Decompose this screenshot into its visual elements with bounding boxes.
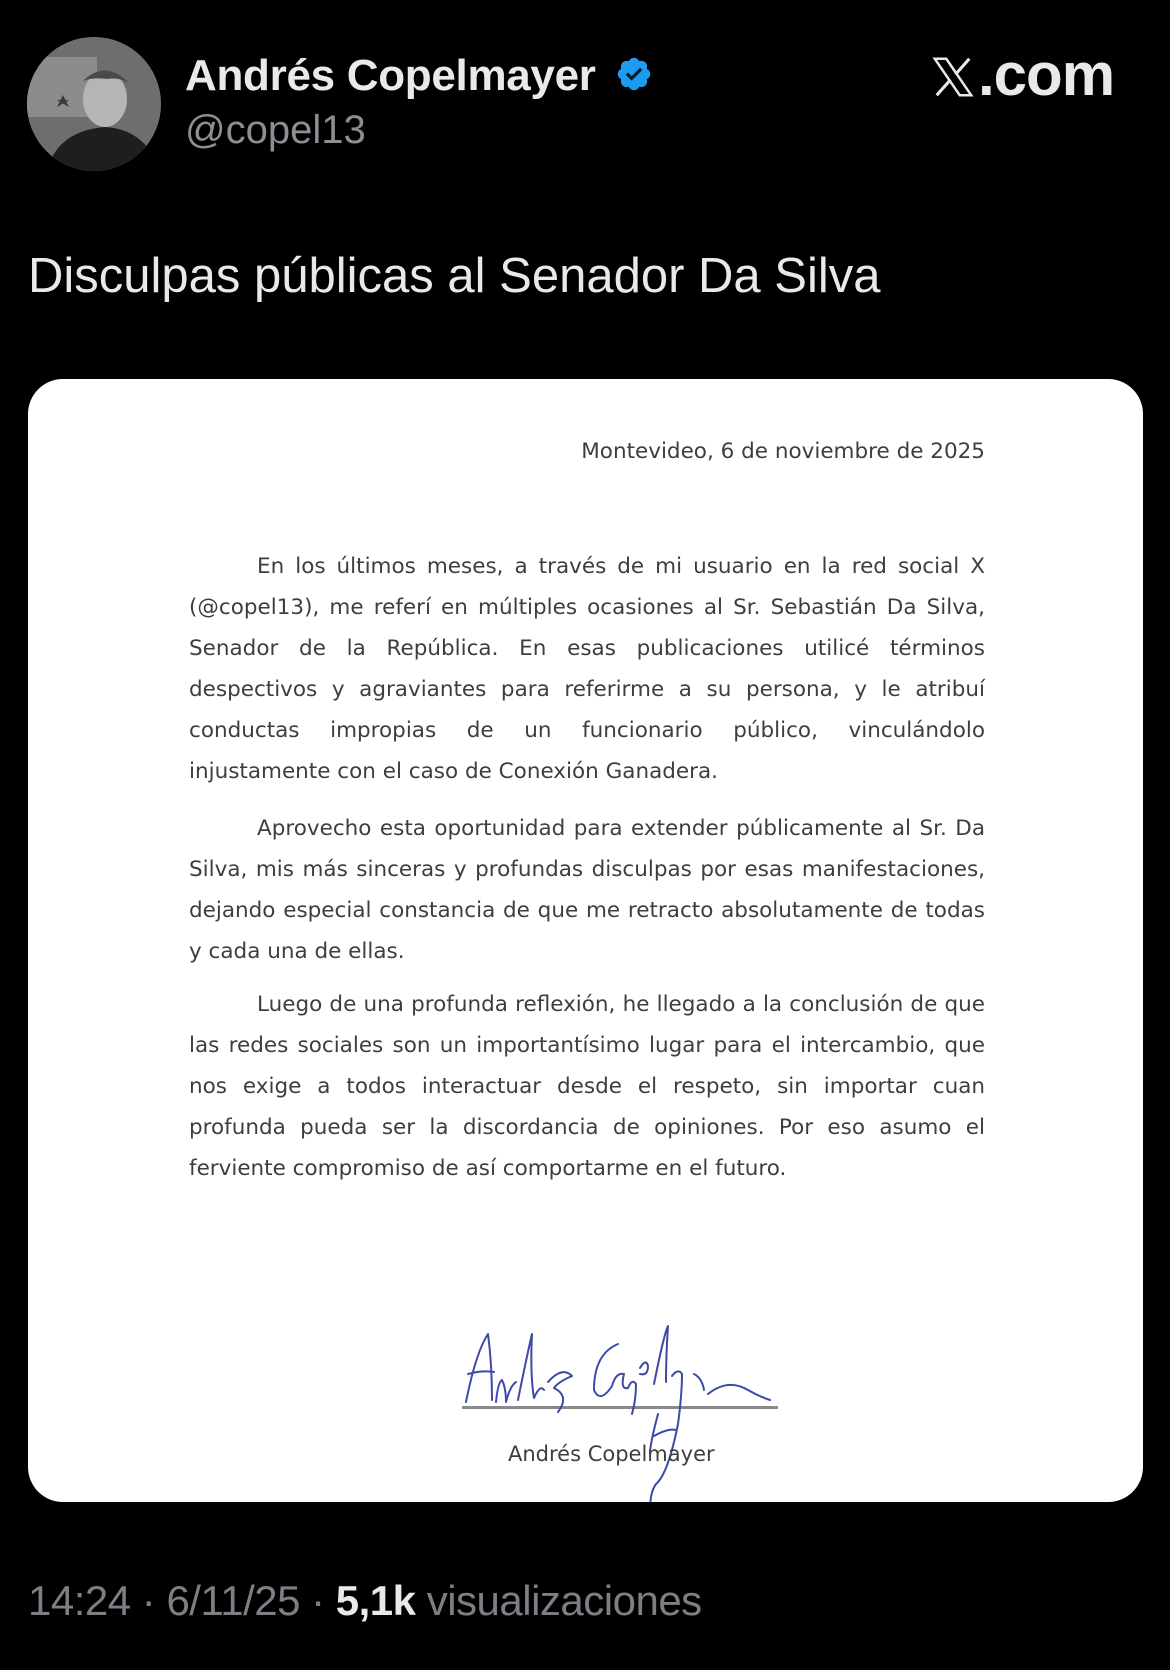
x-com-logo: [930, 41, 1115, 108]
verified-badge-icon: [615, 55, 653, 93]
signature-printed-name: Andrés Copelmayer: [508, 1442, 715, 1466]
post-metadata: [28, 1576, 702, 1626]
views-label: visualizaciones: [415, 1577, 702, 1624]
author-display-name[interactable]: Andrés Copelmayer: [185, 51, 596, 100]
author-avatar[interactable]: [27, 37, 161, 171]
handwritten-signature: [458, 1324, 798, 1502]
post-text: Disculpas públicas al Senador Da Silva: [28, 249, 881, 303]
separator: ·: [299, 1577, 336, 1624]
separator: ·: [130, 1577, 167, 1624]
post-date[interactable]: 6/11/25: [166, 1577, 300, 1624]
domain-text: .com: [978, 41, 1115, 108]
x-logo-icon: [930, 54, 976, 100]
attached-letter-image[interactable]: [28, 379, 1143, 1502]
letter-paragraph-2: Aprovecho esta oportunidad para extender públicamente al Sr. Da Silva, mis más sinceras y profundas disculpas por esas manifestaciones, dejando especial constancia de que me retracto absolutamente de todas y cada una de ellas.: [189, 816, 985, 964]
avatar-photo: [27, 37, 161, 171]
views-count[interactable]: 5,1k: [335, 1577, 416, 1624]
letter-paragraph-1: En los últimos meses, a través de mi usuario en la red social X (@copel13), me referí en múltiples ocasiones al Sr. Sebastián Da Silva, Senador de la República. En esas publicaciones utilicé términos despectivos y agraviantes para referirme a su persona, y le atribuí conductas impropias de un funcionario público, vinculándolo injustamente con el caso de Conexión Ganadera.: [189, 554, 985, 784]
letter-date: Montevideo, 6 de noviembre de 2025: [581, 439, 985, 464]
letter-paragraph-3: Luego de una profunda reflexión, he llegado a la conclusión de que las redes sociales son un importantísimo lugar para el intercambio, que nos exige a todos interactuar desde el respeto, sin importar cuan profunda pueda ser la discordancia de opiniones. Por eso asumo el ferviente compromiso de así comportarme en el futuro.: [189, 992, 985, 1181]
post-time[interactable]: 14:24: [28, 1577, 131, 1624]
author-handle[interactable]: @copel13: [185, 108, 366, 152]
